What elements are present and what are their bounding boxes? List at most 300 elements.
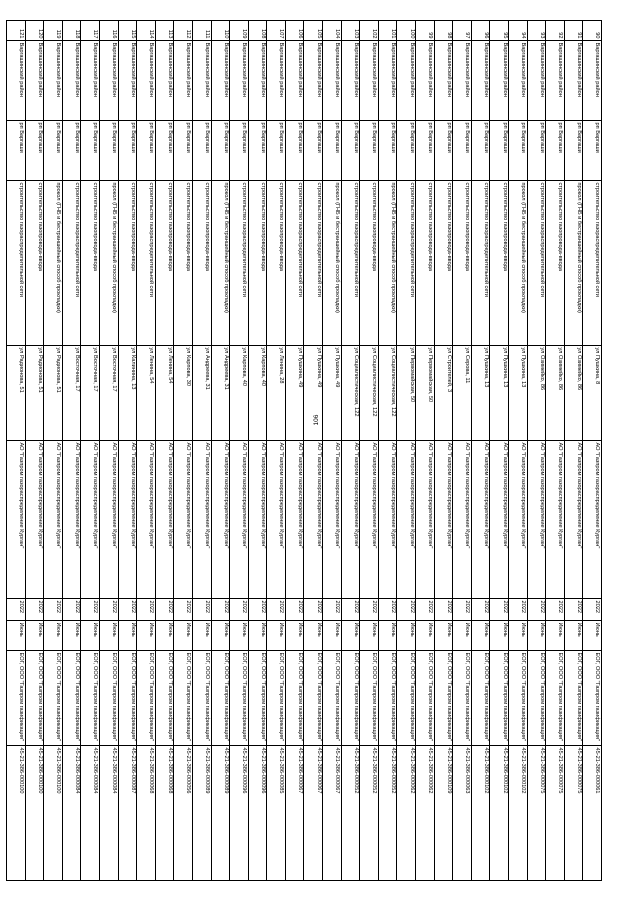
work-type-cell: строительство газораспределительной сети	[527, 181, 546, 346]
customer-cell: ЕОГ, ООО "Газпром газификация"	[509, 651, 528, 746]
table-row	[155, 21, 174, 881]
address-cell: ул Социалистическая, 122	[378, 346, 397, 441]
table-row	[99, 21, 118, 881]
address-cell: ул Восточная, 17	[99, 346, 118, 441]
district-cell: Варгашинский район	[81, 41, 100, 121]
row-number: 112	[174, 21, 193, 41]
address-cell: ул Пушкина, 49	[323, 346, 342, 441]
work-type-cell: прокол (ГНБ и бестраншейный способ прокладки)	[44, 181, 63, 346]
table-row	[564, 21, 583, 881]
district-cell: Варгашинский район	[564, 41, 583, 121]
table-row	[509, 21, 528, 881]
year-cell: 2022	[509, 599, 528, 621]
table-row	[453, 21, 472, 881]
row-number: 121	[7, 21, 26, 41]
month-cell: Июнь	[583, 621, 602, 651]
year-cell: 2022	[137, 599, 156, 621]
work-type-cell: строительство газопровода-ввода	[155, 181, 174, 346]
month-cell: Июнь	[248, 621, 267, 651]
district-cell: Варгашинский район	[378, 41, 397, 121]
month-cell: Июнь	[471, 621, 490, 651]
work-type-cell: строительство газопровода-ввода	[360, 181, 379, 346]
table-row	[248, 21, 267, 881]
table-row	[583, 21, 602, 881]
customer-cell: ЕОГ, ООО "Газпром газификация"	[267, 651, 286, 746]
settlement-cell: рп Варгаши	[155, 121, 174, 181]
year-cell: 2022	[285, 599, 304, 621]
row-number: 120	[25, 21, 44, 41]
month-cell: Июнь	[527, 621, 546, 651]
address-cell: ул Социалистическая, 122	[360, 346, 379, 441]
settlement-cell: рп Варгаши	[267, 121, 286, 181]
year-cell: 2022	[416, 599, 435, 621]
year-cell: 2022	[267, 599, 286, 621]
work-type-cell: строительство газораспределительной сети	[341, 181, 360, 346]
customer-cell: ЕОГ, ООО "Газпром газификация"	[546, 651, 565, 746]
district-cell: Варгашинский район	[118, 41, 137, 121]
executor-cell: АО "Газпром газораспределение Курган"	[248, 441, 267, 599]
settlement-cell: рп Варгаши	[490, 121, 509, 181]
row-number: 113	[155, 21, 174, 41]
address-cell: ул Социалистическая, 122	[341, 346, 360, 441]
year-cell: 2022	[81, 599, 100, 621]
program-code-cell: 45-21-386-000061	[583, 746, 602, 881]
customer-cell: ЕОГ, ООО "Газпром газификация"	[81, 651, 100, 746]
work-type-cell: строительство газораспределительной сети	[471, 181, 490, 346]
address-cell: ул Ленина, 28	[267, 346, 286, 441]
district-cell: Варгашинский район	[304, 41, 323, 121]
row-number: 98	[434, 21, 453, 41]
month-cell: Июнь	[137, 621, 156, 651]
program-code-cell: 45-21-386-000096	[248, 746, 267, 881]
address-cell: ул Пушкина, 8	[583, 346, 602, 441]
executor-cell: АО "Газпром газораспределение Курган"	[44, 441, 63, 599]
executor-cell: АО "Газпром газораспределение Курган"	[81, 441, 100, 599]
row-number: 96	[471, 21, 490, 41]
year-cell: 2022	[527, 599, 546, 621]
address-cell: ул Озимейко, 86	[527, 346, 546, 441]
executor-cell: АО "Газпром газораспределение Курган"	[25, 441, 44, 599]
year-cell: 2022	[378, 599, 397, 621]
customer-cell: ЕОГ, ООО "Газпром газификация"	[453, 651, 472, 746]
settlement-cell: рп Варгаши	[527, 121, 546, 181]
district-cell: Варгашинский район	[99, 41, 118, 121]
executor-cell: АО "Газпром газораспределение Курган"	[99, 441, 118, 599]
year-cell: 2022	[248, 599, 267, 621]
settlement-cell: рп Варгаши	[564, 121, 583, 181]
settlement-cell: рп Варгаши	[174, 121, 193, 181]
executor-cell: АО "Газпром газораспределение Курган"	[490, 441, 509, 599]
settlement-cell: рп Варгаши	[285, 121, 304, 181]
table-row	[267, 21, 286, 881]
district-cell: Варгашинский район	[397, 41, 416, 121]
customer-cell: ЕОГ, ООО "Газпром газификация"	[62, 651, 81, 746]
row-number: 115	[118, 21, 137, 41]
executor-cell: АО "Газпром газораспределение Курган"	[155, 441, 174, 599]
executor-cell: АО "Газпром газораспределение Курган"	[378, 441, 397, 599]
customer-cell: ЕОГ, ООО "Газпром газификация"	[397, 651, 416, 746]
settlement-cell: рп Варгаши	[583, 121, 602, 181]
work-type-cell: строительство газопровода-ввода	[192, 181, 211, 346]
table-row	[137, 21, 156, 881]
customer-cell: ЕОГ, ООО "Газпром газификация"	[44, 651, 63, 746]
row-number: 108	[248, 21, 267, 41]
month-cell: Июнь	[285, 621, 304, 651]
address-cell: ул Калинина, 13	[118, 346, 137, 441]
row-number: 109	[230, 21, 249, 41]
month-cell: Июнь	[323, 621, 342, 651]
customer-cell: ЕОГ, ООО "Газпром газификация"	[192, 651, 211, 746]
row-number: 104	[323, 21, 342, 41]
year-cell: 2022	[174, 599, 193, 621]
address-cell: ул Карпова, 30	[174, 346, 193, 441]
row-number: 110	[211, 21, 230, 41]
settlement-cell: рп Варгаши	[230, 121, 249, 181]
program-code-cell: 45-21-386-000067	[285, 746, 304, 881]
address-cell: ул Пушкина, 13	[471, 346, 490, 441]
district-cell: Варгашинский район	[416, 41, 435, 121]
program-code-cell: 45-21-386-000062	[416, 746, 435, 881]
month-cell: Июнь	[192, 621, 211, 651]
work-type-cell: строительство газораспределительной сети	[285, 181, 304, 346]
district-cell: Варгашинский район	[341, 41, 360, 121]
work-type-cell: прокол (ГНБ и бестраншейный способ прокладки)	[99, 181, 118, 346]
program-code-cell: 45-21-386-000085	[267, 746, 286, 881]
settlement-cell: рп Варгаши	[211, 121, 230, 181]
month-cell: Июнь	[360, 621, 379, 651]
address-cell: ул Восточная, 17	[62, 346, 81, 441]
district-cell: Варгашинский район	[248, 41, 267, 121]
year-cell: 2022	[230, 599, 249, 621]
row-number: 100	[397, 21, 416, 41]
program-code-cell: 45-21-386-000067	[323, 746, 342, 881]
address-cell: ул Серова, 11	[453, 346, 472, 441]
program-code-cell: 45-21-386-000100	[7, 746, 26, 881]
settlement-cell: рп Варгаши	[453, 121, 472, 181]
executor-cell: АО "Газпром газораспределение Курган"	[137, 441, 156, 599]
executor-cell: АО "Газпром газораспределение Курган"	[174, 441, 193, 599]
table-row	[44, 21, 63, 881]
works-table	[6, 20, 602, 881]
year-cell: 2022	[341, 599, 360, 621]
work-type-cell: прокол (ГНБ и бестраншейный способ прокладки)	[378, 181, 397, 346]
table-row	[434, 21, 453, 881]
executor-cell: АО "Газпром газораспределение Курган"	[323, 441, 342, 599]
program-code-cell: 45-21-386-000068	[137, 746, 156, 881]
work-type-cell: строительство газораспределительной сети	[62, 181, 81, 346]
district-cell: Варгашинский район	[285, 41, 304, 121]
month-cell: Июнь	[25, 621, 44, 651]
district-cell: Варгашинский район	[155, 41, 174, 121]
program-code-cell: 45-21-386-000109	[434, 746, 453, 881]
address-cell: ул Радионова, 51	[44, 346, 63, 441]
address-cell: ул Первомайская, 50	[416, 346, 435, 441]
settlement-cell: рп Варгаши	[397, 121, 416, 181]
month-cell: Июнь	[416, 621, 435, 651]
month-cell: Июнь	[7, 621, 26, 651]
district-cell: Варгашинский район	[7, 41, 26, 121]
table-row	[323, 21, 342, 881]
program-code-cell: 45-21-386-000075	[564, 746, 583, 881]
address-cell: ул Пушкина, 49	[304, 346, 323, 441]
month-cell: Июнь	[397, 621, 416, 651]
program-code-cell: 45-21-386-000100	[44, 746, 63, 881]
row-number: 97	[453, 21, 472, 41]
month-cell: Июнь	[509, 621, 528, 651]
customer-cell: ЕОГ, ООО "Газпром газификация"	[378, 651, 397, 746]
settlement-cell: рп Варгаши	[360, 121, 379, 181]
row-number: 102	[360, 21, 379, 41]
row-number: 119	[44, 21, 63, 41]
row-number: 107	[267, 21, 286, 41]
district-cell: Варгашинский район	[174, 41, 193, 121]
program-code-cell: 45-21-386-000063	[453, 746, 472, 881]
work-type-cell: прокол (ГНБ и бестраншейный способ прокладки)	[323, 181, 342, 346]
settlement-cell: рп Варгаши	[378, 121, 397, 181]
settlement-cell: рп Варгаши	[323, 121, 342, 181]
program-code-cell: 45-21-386-000087	[118, 746, 137, 881]
settlement-cell: рп Варгаши	[99, 121, 118, 181]
work-type-cell: прокол (ГНБ и бестраншейный способ прокладки)	[509, 181, 528, 346]
settlement-cell: рп Варгаши	[471, 121, 490, 181]
program-code-cell: 45-21-386-000100	[25, 746, 44, 881]
month-cell: Июнь	[378, 621, 397, 651]
executor-cell: АО "Газпром газораспределение Курган"	[509, 441, 528, 599]
table-row	[304, 21, 323, 881]
program-code-cell: 45-21-386-000084	[62, 746, 81, 881]
customer-cell: ЕОГ, ООО "Газпром газификация"	[304, 651, 323, 746]
customer-cell: ЕОГ, ООО "Газпром газификация"	[7, 651, 26, 746]
address-cell: ул Озимейко, 86	[564, 346, 583, 441]
executor-cell: АО "Газпром газораспределение Курган"	[453, 441, 472, 599]
executor-cell: АО "Газпром газораспределение Курган"	[564, 441, 583, 599]
row-number: 116	[99, 21, 118, 41]
address-cell: ул Андреева, 31	[192, 346, 211, 441]
year-cell: 2022	[397, 599, 416, 621]
work-type-cell: строительство газопровода-ввода	[434, 181, 453, 346]
work-type-cell: строительство газопровода-ввода	[174, 181, 193, 346]
program-code-cell: 45-21-386-000052	[360, 746, 379, 881]
address-cell: ул Строителей, 3	[434, 346, 453, 441]
document-page	[18, 20, 602, 880]
settlement-cell: рп Варгаши	[434, 121, 453, 181]
executor-cell: АО "Газпром газораспределение Курган"	[434, 441, 453, 599]
executor-cell: АО "Газпром газораспределение Курган"	[267, 441, 286, 599]
district-cell: Варгашинский район	[360, 41, 379, 121]
page-number: 106	[313, 414, 320, 426]
settlement-cell: рп Варгаши	[25, 121, 44, 181]
row-number: 105	[304, 21, 323, 41]
program-code-cell: 45-21-386-000084	[99, 746, 118, 881]
year-cell: 2022	[490, 599, 509, 621]
customer-cell: ЕОГ, ООО "Газпром газификация"	[564, 651, 583, 746]
district-cell: Варгашинский район	[44, 41, 63, 121]
district-cell: Варгашинский район	[453, 41, 472, 121]
month-cell: Июнь	[174, 621, 193, 651]
executor-cell: АО "Газпром газораспределение Курган"	[118, 441, 137, 599]
district-cell: Варгашинский район	[471, 41, 490, 121]
settlement-cell: рп Варгаши	[44, 121, 63, 181]
district-cell: Варгашинский район	[509, 41, 528, 121]
table-row	[230, 21, 249, 881]
table-row	[527, 21, 546, 881]
year-cell: 2022	[323, 599, 342, 621]
customer-cell: ЕОГ, ООО "Газпром газификация"	[323, 651, 342, 746]
table-row	[490, 21, 509, 881]
program-code-cell: 45-21-386-000075	[527, 746, 546, 881]
executor-cell: АО "Газпром газораспределение Курган"	[192, 441, 211, 599]
program-code-cell: 45-21-386-000084	[81, 746, 100, 881]
work-type-cell: строительство газораспределительной сети	[7, 181, 26, 346]
settlement-cell: рп Варгаши	[509, 121, 528, 181]
row-number: 106	[285, 21, 304, 41]
work-type-cell: прокол (ГНБ и бестраншейный способ прокладки)	[564, 181, 583, 346]
settlement-cell: рп Варгаши	[118, 121, 137, 181]
month-cell: Июнь	[99, 621, 118, 651]
table-row	[471, 21, 490, 881]
table-row	[285, 21, 304, 881]
work-type-cell: строительство газопровода-ввода	[118, 181, 137, 346]
work-type-cell: строительство газопровода-ввода	[81, 181, 100, 346]
work-type-cell: строительство газораспределительной сети	[137, 181, 156, 346]
table-row	[192, 21, 211, 881]
month-cell: Июнь	[267, 621, 286, 651]
row-number: 114	[137, 21, 156, 41]
program-code-cell: 45-21-386-000068	[155, 746, 174, 881]
address-cell: ул Пушкина, 13	[509, 346, 528, 441]
work-type-cell: строительство газораспределительной сети	[230, 181, 249, 346]
row-number: 90	[583, 21, 602, 41]
work-type-cell: строительство газораспределительной сети	[583, 181, 602, 346]
executor-cell: АО "Газпром газораспределение Курган"	[546, 441, 565, 599]
month-cell: Июнь	[230, 621, 249, 651]
customer-cell: ЕОГ, ООО "Газпром газификация"	[360, 651, 379, 746]
row-number: 99	[416, 21, 435, 41]
settlement-cell: рп Варгаши	[341, 121, 360, 181]
settlement-cell: рп Варгаши	[416, 121, 435, 181]
district-cell: Варгашинский район	[192, 41, 211, 121]
table-row	[174, 21, 193, 881]
address-cell: ул Ленина, 54	[155, 346, 174, 441]
address-cell: ул Первомайская, 50	[397, 346, 416, 441]
customer-cell: ЕОГ, ООО "Газпром газификация"	[527, 651, 546, 746]
customer-cell: ЕОГ, ООО "Газпром газификация"	[118, 651, 137, 746]
program-code-cell: 45-21-386-000102	[490, 746, 509, 881]
program-code-cell: 45-21-386-000052	[341, 746, 360, 881]
district-cell: Варгашинский район	[583, 41, 602, 121]
customer-cell: ЕОГ, ООО "Газпром газификация"	[248, 651, 267, 746]
program-code-cell: 45-21-386-000062	[397, 746, 416, 881]
year-cell: 2022	[44, 599, 63, 621]
work-type-cell: строительство газопровода-ввода	[416, 181, 435, 346]
table-row	[360, 21, 379, 881]
year-cell: 2022	[192, 599, 211, 621]
executor-cell: АО "Газпром газораспределение Курган"	[230, 441, 249, 599]
executor-cell: АО "Газпром газораспределение Курган"	[471, 441, 490, 599]
row-number: 101	[378, 21, 397, 41]
table-row	[341, 21, 360, 881]
customer-cell: ЕОГ, ООО "Газпром газификация"	[99, 651, 118, 746]
year-cell: 2022	[583, 599, 602, 621]
district-cell: Варгашинский район	[230, 41, 249, 121]
year-cell: 2022	[211, 599, 230, 621]
table-row	[81, 21, 100, 881]
program-code-cell: 45-21-386-000075	[546, 746, 565, 881]
table-row	[7, 21, 26, 881]
executor-cell: АО "Газпром газораспределение Курган"	[341, 441, 360, 599]
month-cell: Июнь	[81, 621, 100, 651]
month-cell: Июнь	[490, 621, 509, 651]
work-type-cell: строительство газораспределительной сети	[397, 181, 416, 346]
executor-cell: АО "Газпром газораспределение Курган"	[7, 441, 26, 599]
month-cell: Июнь	[304, 621, 323, 651]
district-cell: Варгашинский район	[546, 41, 565, 121]
table-row	[25, 21, 44, 881]
settlement-cell: рп Варгаши	[546, 121, 565, 181]
executor-cell: АО "Газпром газораспределение Курган"	[527, 441, 546, 599]
executor-cell: АО "Газпром газораспределение Курган"	[583, 441, 602, 599]
address-cell: ул Карпова, 40	[230, 346, 249, 441]
executor-cell: АО "Газпром газораспределение Курган"	[416, 441, 435, 599]
year-cell: 2022	[155, 599, 174, 621]
customer-cell: ЕОГ, ООО "Газпром газификация"	[25, 651, 44, 746]
executor-cell: АО "Газпром газораспределение Курган"	[285, 441, 304, 599]
settlement-cell: рп Варгаши	[137, 121, 156, 181]
year-cell: 2022	[118, 599, 137, 621]
year-cell: 2022	[360, 599, 379, 621]
program-code-cell: 45-21-386-000052	[378, 746, 397, 881]
row-number: 94	[509, 21, 528, 41]
year-cell: 2022	[471, 599, 490, 621]
work-type-cell: строительство газопровода-ввода	[490, 181, 509, 346]
table-row	[546, 21, 565, 881]
row-number: 93	[527, 21, 546, 41]
executor-cell: АО "Газпром газораспределение Курган"	[62, 441, 81, 599]
year-cell: 2022	[62, 599, 81, 621]
work-type-cell: строительство газопровода-ввода	[546, 181, 565, 346]
customer-cell: ЕОГ, ООО "Газпром газификация"	[155, 651, 174, 746]
address-cell: ул Восточная, 17	[81, 346, 100, 441]
district-cell: Варгашинский район	[267, 41, 286, 121]
work-type-cell: строительство газопровода-ввода	[25, 181, 44, 346]
row-number: 103	[341, 21, 360, 41]
district-cell: Варгашинский район	[434, 41, 453, 121]
table-row	[211, 21, 230, 881]
executor-cell: АО "Газпром газораспределение Курган"	[304, 441, 323, 599]
address-cell: ул Озимейко, 86	[546, 346, 565, 441]
table-row	[397, 21, 416, 881]
district-cell: Варгашинский район	[62, 41, 81, 121]
year-cell: 2022	[453, 599, 472, 621]
row-number: 95	[490, 21, 509, 41]
address-cell: ул Андреева, 31	[211, 346, 230, 441]
year-cell: 2022	[7, 599, 26, 621]
month-cell: Июнь	[155, 621, 174, 651]
program-code-cell: 45-21-386-000102	[471, 746, 490, 881]
district-cell: Варгашинский район	[211, 41, 230, 121]
month-cell: Июнь	[118, 621, 137, 651]
customer-cell: ЕОГ, ООО "Газпром газификация"	[471, 651, 490, 746]
customer-cell: ЕОГ, ООО "Газпром газификация"	[174, 651, 193, 746]
year-cell: 2022	[546, 599, 565, 621]
address-cell: ул Радионова, 51	[7, 346, 26, 441]
program-code-cell: 45-21-386-000089	[192, 746, 211, 881]
row-number: 117	[81, 21, 100, 41]
year-cell: 2022	[99, 599, 118, 621]
address-cell: ул Ленина, 54	[137, 346, 156, 441]
district-cell: Варгашинский район	[25, 41, 44, 121]
table-row	[378, 21, 397, 881]
